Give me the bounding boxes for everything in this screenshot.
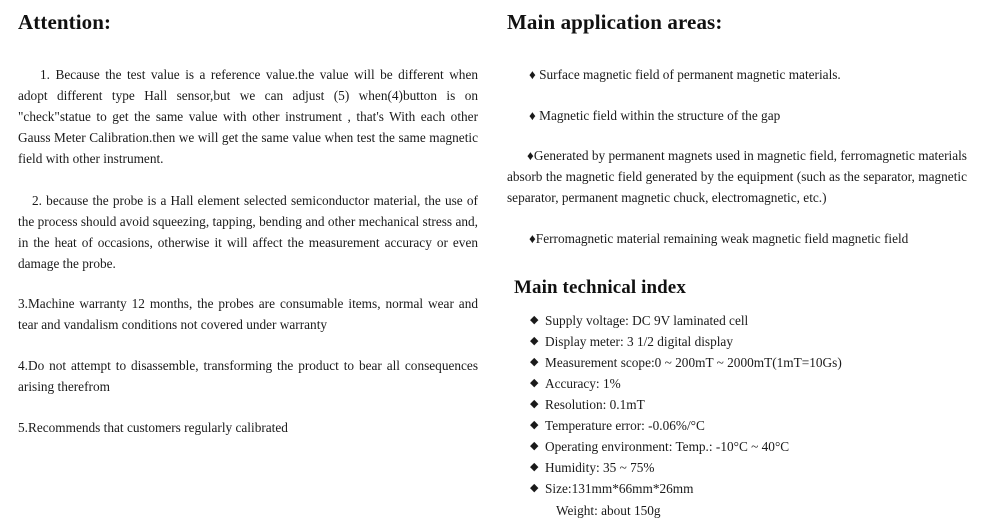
tech-item: ◆ Temperature error: -0.06%/°C xyxy=(507,415,967,436)
diamond-bullet-icon: ♦ xyxy=(529,67,536,82)
tech-weight: Weight: about 150g xyxy=(556,503,661,518)
tech-item: ◆ Display meter: 3 1/2 digital display xyxy=(507,331,967,352)
attention-title: Attention: xyxy=(18,10,112,34)
diamond-bullet-icon: ◆ xyxy=(530,461,539,473)
application-item-1: ♦ Surface magnetic field of permanent magnetic materials. xyxy=(529,67,841,82)
diamond-bullet-icon: ◆ xyxy=(530,314,539,326)
diamond-bullet-icon: ♦ xyxy=(529,108,536,123)
diamond-bullet-icon: ◆ xyxy=(530,440,539,452)
tech-item: ◆ Resolution: 0.1mT xyxy=(507,394,967,415)
diamond-bullet-icon: ◆ xyxy=(530,356,539,368)
attention-item-1: 1. Because the test value is a reference value.the value will be different when adopt different type Hall sensor,but we can adjust (5) when(4)button is on "check"statue to get the same value with other instrument , that's With each other Gauss Meter Calibration.then we will get the same value when test the same magnetic field with other instrument. xyxy=(18,67,478,166)
diamond-bullet-icon: ♦ xyxy=(529,231,536,246)
attention-item-4: 4.Do not attempt to disassemble, transforming the product to bear all consequences arising therefrom xyxy=(18,358,478,394)
application-item-3: ♦Generated by permanent magnets used in magnetic field, ferromagnetic materials absorb the magnetic field generated by the equipment (such as the separator, magnetic separator, permanent magnetic chuck, electromagnetic, etc.) xyxy=(507,148,967,205)
tech-item: ◆ Measurement scope:0 ~ 200mT ~ 2000mT(1mT=10Gs) xyxy=(507,352,967,373)
diamond-bullet-icon: ◆ xyxy=(530,419,539,431)
application-item-4: ♦Ferromagnetic material remaining weak magnetic field magnetic field xyxy=(529,231,909,246)
application-item-2: ♦ Magnetic field within the structure of the gap xyxy=(529,108,781,123)
tech-item: ◆ Size:131mm*66mm*26mm xyxy=(507,478,967,499)
diamond-bullet-icon: ♦ xyxy=(527,148,534,163)
diamond-bullet-icon: ◆ xyxy=(530,482,539,494)
attention-item-3: 3.Machine warranty 12 months, the probes are consumable items, normal wear and tear and vandalism conditions not covered under warranty xyxy=(18,296,478,332)
diamond-bullet-icon: ◆ xyxy=(530,398,539,410)
technical-list xyxy=(507,310,967,499)
diamond-bullet-icon: ◆ xyxy=(530,335,539,347)
tech-item: ◆ Supply voltage: DC 9V laminated cell xyxy=(507,310,967,331)
attention-item-5: 5.Recommends that customers regularly calibrated xyxy=(18,420,288,435)
diamond-bullet-icon: ◆ xyxy=(530,377,539,389)
tech-item: ◆ Humidity: 35 ~ 75% xyxy=(507,457,967,478)
attention-item-2: 2. because the probe is a Hall element selected semiconductor material, the use of the process should avoid squeezing, tapping, bending and other mechanical stress and, in the heat of occasions, otherwise it will affect the measurement accuracy or even damage the probe. xyxy=(18,193,478,271)
tech-item: ◆ Accuracy: 1% xyxy=(507,373,967,394)
technical-title: Main technical index xyxy=(514,277,686,298)
tech-item: ◆ Operating environment: Temp.: -10°C ~ 40°C xyxy=(507,436,967,457)
applications-title: Main application areas: xyxy=(507,10,723,34)
